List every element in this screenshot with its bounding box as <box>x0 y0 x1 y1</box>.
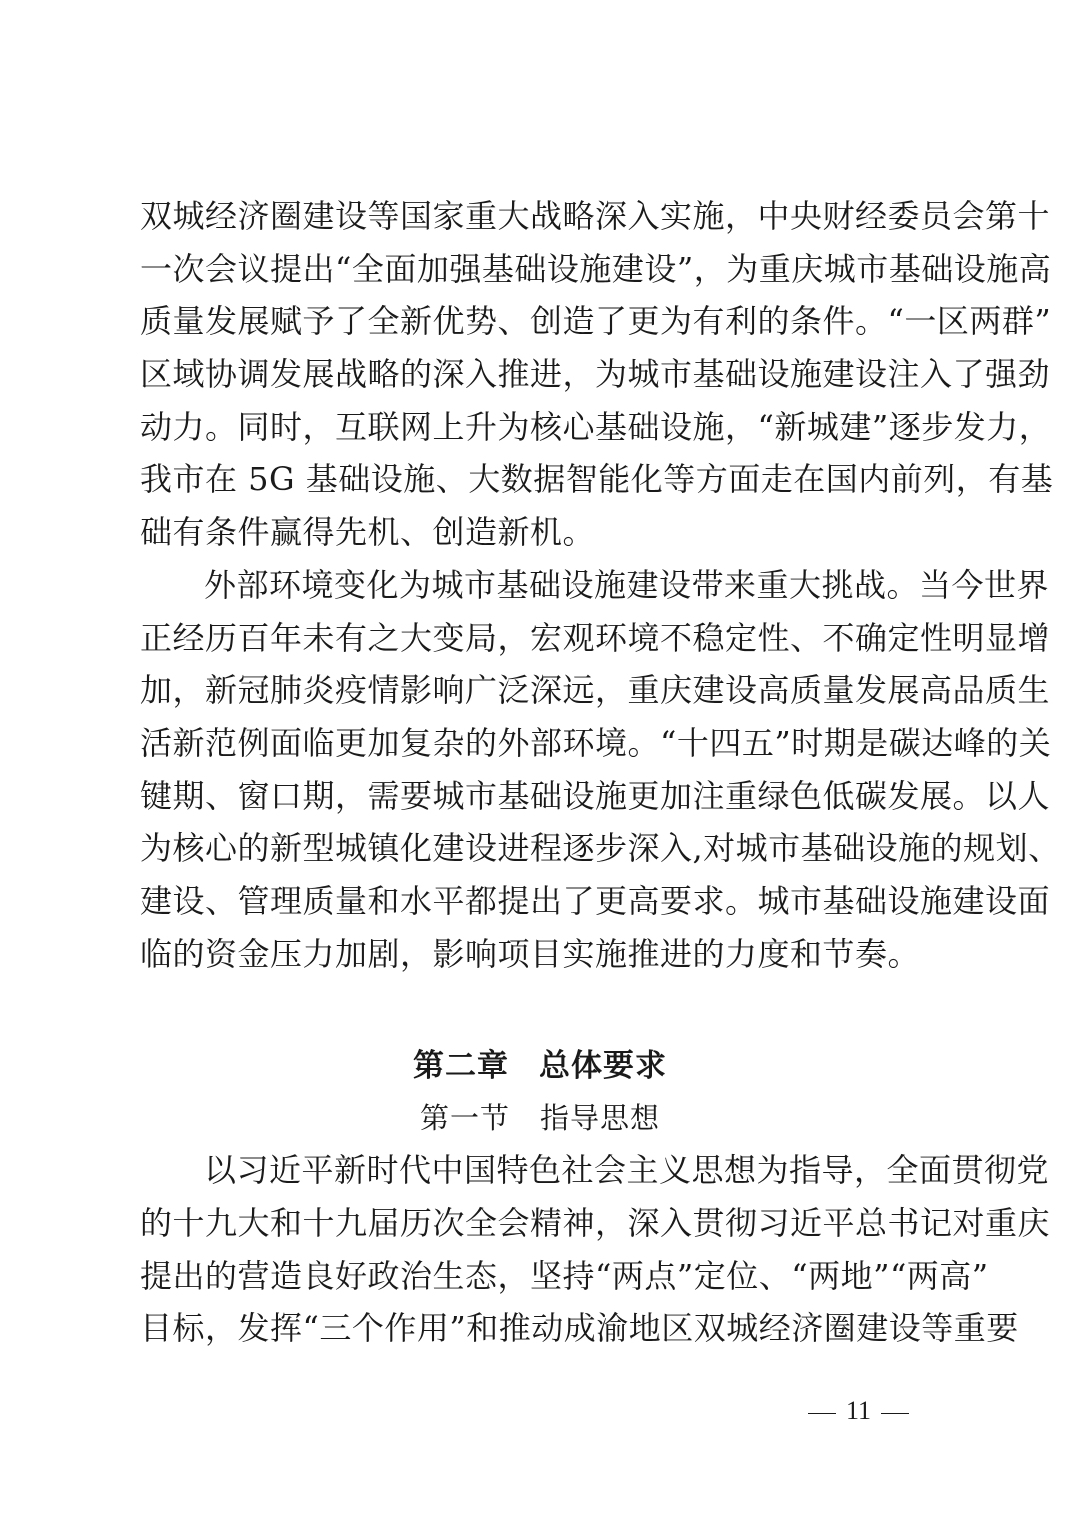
section-number: 第一节 <box>419 1101 510 1136</box>
text-line: 正经历百年未有之大变局，宏观环境不稳定性、不确定性明显增 <box>140 618 1051 657</box>
chapter-title: 总体要求 <box>539 1048 667 1085</box>
paragraph-opportunities <box>140 190 1054 559</box>
paragraph-guiding-ideology <box>140 1144 1051 1355</box>
dash-left <box>808 1413 836 1414</box>
chapter-heading <box>140 1040 940 1092</box>
text-line: 目标，发挥“三个作用”和推动成渝地区双城经济圈建设等重要 <box>140 1309 1019 1348</box>
document-body <box>140 190 1061 1355</box>
text-line: 提出的营造良好政治生态，坚持“两点”定位、“两地”“两高” <box>140 1256 989 1295</box>
chapter-number: 第二章 <box>413 1048 509 1085</box>
section-spacer <box>140 980 940 1040</box>
text-line: 双城经济圈建设等国家重大战略深入实施，中央财经委员会第十 <box>140 197 1051 235</box>
text-line: 建设、管理质量和水平都提出了更高要求。城市基础设施建设面 <box>140 881 1051 920</box>
section-heading <box>140 1092 940 1144</box>
text-line: 我市在 5G 基础设施、大数据智能化等方面走在国内前列，有基 <box>140 460 1054 499</box>
text-line: 键期、窗口期，需要城市基础设施更加注重绿色低碳发展。以人 <box>140 776 1051 815</box>
text-line: 活新范例面临更加复杂的外部环境。“十四五”时期是碳达峰的关 <box>140 723 1052 762</box>
text-line: 以习近平新时代中国特色社会主义思想为指导，全面贯彻党 <box>204 1151 1050 1190</box>
text-line: 一次会议提出“全面加强基础设施建设”，为重庆城市基础设施高 <box>140 249 1052 288</box>
text-line: 为核心的新型城镇化建设进程逐步深入,对城市基础设施的规划、 <box>140 829 1061 868</box>
text-line: 区域协调发展战略的深入推进，为城市基础设施建设注入了强劲 <box>140 355 1051 394</box>
text-line: 外部环境变化为城市基础设施建设带来重大挑战。当今世界 <box>204 565 1050 604</box>
section-title: 指导思想 <box>540 1101 661 1136</box>
page-number: 11 <box>846 1396 872 1425</box>
text-line: 的十九大和十九届历次全会精神，深入贯彻习近平总书记对重庆 <box>140 1204 1051 1242</box>
text-line: 础有条件赢得先机、创造新机。 <box>140 513 596 552</box>
page-number-footer <box>798 1395 919 1427</box>
text-line: 质量发展赋予了全新优势、创造了更为有利的条件。“一区两群” <box>140 302 1052 341</box>
dash-right <box>881 1413 909 1414</box>
text-line: 动力。同时，互联网上升为核心基础设施，“新城建”逐步发力， <box>140 407 1052 446</box>
text-line: 加，新冠肺炎疫情影响广泛深远，重庆建设高质量发展高品质生 <box>140 671 1051 710</box>
paragraph-challenges <box>140 559 1061 981</box>
text-line: 临的资金压力加剧，影响项目实施推进的力度和节奏。 <box>140 934 921 973</box>
